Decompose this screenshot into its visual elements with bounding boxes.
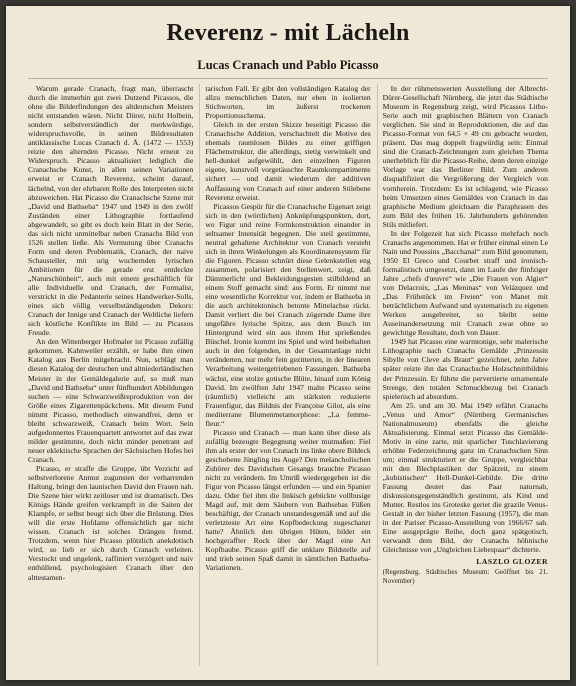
paragraph: 1949 hat Picasso eine warmtonige, sehr malerische Lithographie nach Cranachs Gemälde „Prinzessin Sibylle von Cleve als Braut“ gezeichnet, zehn Jahre später reizte ihn das Cranachsche Holzschnittbildnis der Prinzessin. Er führte die pervertierte ornamentale Strenge, den totalen Schmuckbezug bei Cranach spielerisch ad absurdum. <box>382 337 548 401</box>
paragraph: Picasso, er straffe die Gruppe, übt Verzicht auf selbstverlorene Anmut zugunsten der verharrenden Haltung, bringt den launischen David den Frauen nah. Die Szene hier wirkt zeitloser und ist dramatisch. Des Königs Hände greifen verkrampft in die Saiten der Klampfe, er selbst beugt sich über die Brüstung. Dies will die erste Hofdame offensichtlich gar nicht wissen. Cranach ist solches Drängen fremd. Trotzdem, wenn hier Picasso plötzlich anekdotisch wird, so lieb er sich durch Cranach verleiten. Verstockt und ungelenk, raffiniert verzögert und naiv enthüllend, psychologisiert Cranach über den alttestamen- <box>28 463 194 582</box>
paragraph: Gleich in der ersten Skizze beseitigt Picasso die Cranachsche Addition, verschachtelt die Motive des ehemals raumlosen Bildes zu einer griffigen Flächenstruktur, die allerdings, stetig verwinkelt und hell-dunkel aufgewühlt, den einzelnen Figuren eigene, kunstvoll vorgetäuschte Raumkompartimente sichert — und damit wiederum der additiven Auffassung von Cranach auf einer anderen Stilebene Reverenz erweist. <box>205 120 371 202</box>
newspaper-clipping <box>6 6 570 680</box>
paragraph: Picasso und Cranach — man kann über diese als zufällig bezeugte Begegnung weiter mutmaßen: Fiel ihm als erster der von Cranach ins linke obere Bildeck geschobene Jüngling ins Auge? Den melancholischen Zuhörer des Davidschen Gesangs brauchte Picasso nicht zu verändern. Im Umriß wiedergegeben ist die Figur von Picasso längst erfunden — und ein Spanier dazu. Oder fiel ihm die linkisch gebückte vollbusige Magd auf, mit dem Säubern von Bathsebas Füßen beschäftigt, der Cranach unstandesgemäß und auf die verletzteste Art eine Kopfbedeckung zugeschanzt hatte? Ähnlich den übrigen Hüten, bildet ein hochgeraffter Rock über der Magd eine Art Kopfhaube. Picasso griff die unklare Bildstelle auf und trieb seinen Spaß damit in sämtlichen Bathseba-Variationen. <box>205 427 371 573</box>
paragraph: In der Folgezeit hat sich Picasso mehrfach noch Cranachs angenommen. Hat er früher einmal einen Le Nain und Poussins „Bacchanal“ zum Bild genommen, 1950 El Greco und Courbet straff und ironisch-formalistisch umgesetzt, dann im Laufe der fünfziger Jahre „chefs d'œuvre“ wie „Die Frauen von Algier“ von Delacroix, „Las Meninas“ von Velázquez und „Das Frühstück im Freien“ von Manet mit beträchtlichem Aufwand und systematisch zu eigenen Werken ausgebreitet, so bleibt seine Auseinandersetzung mit Cranach zwar ohne so gewichtige Resultate, doch von Dauer. <box>382 228 548 338</box>
exhibition-footnote: (Regensburg, Städtisches Museum: Geöffnet bis 21. November) <box>382 568 548 586</box>
article-column-2 <box>199 84 370 666</box>
author-byline: LASZLO GLOZER <box>476 557 548 567</box>
article-headline: Reverenz - mit Lächeln <box>166 20 410 46</box>
paragraph: In der rühmenswerten Ausstellung der Albrecht-Dürer-Gesellschaft Nürnberg, die jetzt das Städtische Museum in Regensburg zeigt, wird Picassos Litho-Serie auch mit graphischen Blättern von Cranach verglichen. Sie sind in Reproduktionen, die auf das Picasso-Format von 64,5 × 49 cm gebracht wurden, präsent. Das mag doppelt fragwürdig sein: Einmal sind die Cranach-Zeichnungen zum gleichen Thema unerheblich für die Picasso-Reihe, denn deren einzige Vorlage war das Berliner Bild. Zum anderen disqualifiziert die Vergrößerung der Vergleich von vornherein. Trotzdem: Es ist schlagend, wie Picasso beim Umsetzen eines Gemäldes von Cranach in das graphische Medium gleichsam die Paraphrasen des zum Bild des frühen 16. Jahrhunderts gehörenden Stils mitliefert. <box>382 84 548 229</box>
paragraph: Picassos Gespür für die Cranachsche Eigenart zeigt sich in den (wörtlichen) Anknüpfungspunkten, dort, wo Figur und reine Formkonstruktion einander in seltsamer Intensität begegnen. Die steil gestimmte, neutral gehaltene Architektur von Cranach versteht sich in ihren Winkelungen als Koordinatensystem für die Figuren. Picasso schnürt diese Gelenkstellen eng zusammen, polarisiert den Stellenwert, zeigt, daß Dämmerlicht und Bekleidungsgesten stilbildend an einem Stoff gemacht sind: aus Form. Er nimmt nur eine wesentliche Korrektur vor, indem er Bathseba in die auch architektonisch betonte Mittelachse rückt. Damit verliert die bei Cranach zögernde Dame ihre ungefähre lyrische Spitze, aus dem Busch im Hintergrund wird ein aus ihrem Hut sprießendes Büschel. Ironie kommt ins Spiel und wird beibehalten auch in den folgenden, in der Gesamtanlage nicht veränderten, nur mehr fein gezitterten, in der linearen Verarbeitung weitergetriebenen Fassungen. Bathseba wächst, eine stolze gotische Blüte, hinauf zum König David. Im zwölften Jahr 1947 malte Picasso seine (räumlich) vielleicht am stärksten reduzierte Frauenfigur, das Bildnis der Françoise Gilot, als eine mediterrane Blumenmetamorphose: „La femme-fleur.“ <box>205 201 371 428</box>
article-body <box>28 84 548 666</box>
paragraph: tarischen Fall. Er gibt den vollständigen Katalog der allzu menschlichen Daten, nur eben in isolierten Stichworten, im äußerst trockenen Proportionsschema. <box>205 84 371 121</box>
paragraph: An den Wittenberger Hofmaler ist Picasso zufällig gekommen. Kahnweiler erzählt, er habe ihm einen Katalog aus Berlin mitgebracht. Nun, schlägt man diesen Katalog der deutschen und altniederländischen Meister in der Gemäldegalerie auf, so muß man „David und Bathseba“ unter fünfhundert Abbildungen suchen — eine Schwarzweißreproduktion von der Größe eines Zigarettenpäckchens. Mit diesem Fund nimmt Picasso, methodisch einwandfrei, denn er bleibt schwarzweiß, Cranach beim Wort. Sein aufgedonnertes Frauenquartett antwortet auf das zwar milder gestimmte, doch nicht minder penetrant auf neuer eklektische Sprachen der Sächsischen Hofes bei Cranach. <box>28 337 194 464</box>
article-column-3 <box>377 84 548 666</box>
headline-divider <box>28 78 548 79</box>
paragraph: Warum gerade Cranach, fragt man, überrascht durch die immerhin gut zwei Dutzend Picassos, die ohne die Bilderfindungen des altdeutschen Meisters nicht entstanden wären. Nicht Dürer, nicht Holbein, sondern selbstverständlich der merkwürdige, widerspruchsvolle, in seinen Bildresultaten antiklassische Lucas Cranach d. Ä. (1472 — 1553) reizte den alternden Picasso. Nicht erneut zu Widerspruch. Picasso aktualisiert lediglich die Cranachsche Kunst, in allen seinen Variationen erweist er Cranach Reverenz, scheint darauf, lächelnd, von der ehrbaren Rolle des Interpreten nicht abzuweichen. Hat Picasso die Cranachsche Szene mit „David und Bathseba“ 1947 und 1949 in den zwölf Zuständen einer Lithographie fortlaufend abgewandelt, so gibt es doch kein Blatt in der Serie, das sich nicht unmittelbar neben Cranachs Bild von 1526 stellen ließe. Als Vermutung über Cranachs Form und deren Problematik, Cranach, der naive Schausteller, mit urig wuchernden lyrischen Ambitionen für die gerade erst entdeckte „Naturschönheit“, auch mit einem geschäftlich für alle Individuelle und Cranach, der Formalist, verstrickt in die Pedanterie seines Handwerker-Solls, eines sich völlig verselbständigenden Dekors: Cranach der Innige und Cranach der Weltliche liefern sich köstliche Konflikte im Bild — zu Picassos Freude. <box>28 84 194 338</box>
article-subtitle: Lucas Cranach und Pablo Picasso <box>197 58 379 72</box>
paragraph: Am 25. und am 30. Mai 1949 erfährt Cranachs „Venus und Amor“ (Nürnberg Germanisches Nationalmuseum) ebenfalls die gleiche Aktualisierung. Einmal setzt Picasso das Gemälde-Motiv in eine zarte, mit sparlicher Tuschlavierung erhöhte Federzeichnung ganz im Cranachschen Sinn um; einmal strukturiert er die Gruppe, vergleichbar mit den Blechplastiken der Spätzeit, zu einem „kubistischen“ Hell-Dunkel-Gebilde. Die dritte Fassung deutet das Paar naturnah, diskussionsgegenständlich gestimmt, als Kind und Mutter. Restlos ins Groteske geriet die grazile Venus-Gestalt in der bisher letzten Fassung (1957), die man in der Pariser Picasso-Ausstellung von 1966/67 sah. Eine ausgeprägte Reihe, doch ganz spätgotisch, verwandt dem Bild, der Cranachs höhnische Gleichnisse von „Ungleichen Liebespaar“ dichterte. <box>382 400 548 555</box>
article-column-1 <box>28 84 193 666</box>
